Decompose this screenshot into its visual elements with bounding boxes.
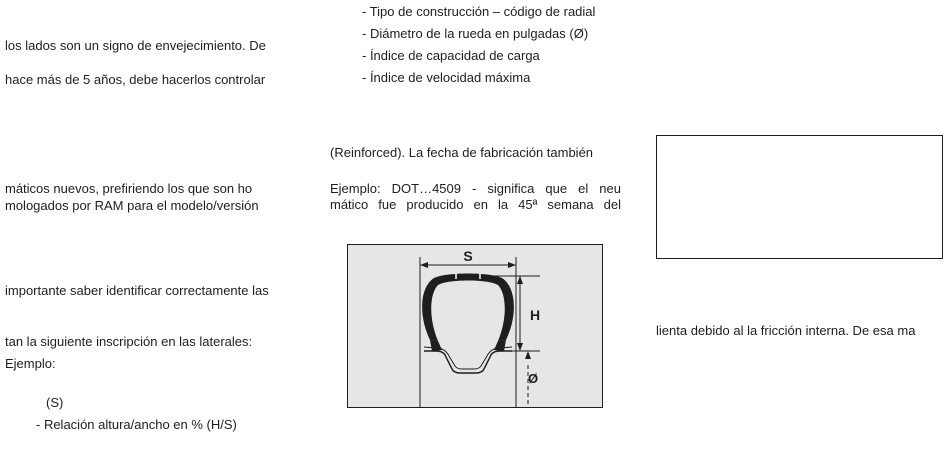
left-text-line-3: máticos nuevos, prefiriendo los que son ho (5, 181, 253, 196)
left-text-line-1: los lados son un signo de envejecimiento. De (5, 38, 266, 53)
left-text-line-9: - Relación altura/ancho en % (H/S) (36, 417, 237, 432)
left-text-line-6: tan la siguiente inscripción en las laterales: (5, 334, 253, 349)
left-text-line-7: Ejemplo: (5, 356, 56, 371)
right-empty-box (656, 135, 943, 259)
list-item-speed-index: - Índice de velocidad máxima (362, 70, 531, 85)
middle-text-example-1: Ejemplo: DOT…4509 - significa que el neu (330, 181, 621, 196)
rim-outer (424, 351, 512, 373)
s-arrow-left (420, 262, 428, 268)
left-text-line-2: hace más de 5 años, debe hacerlos controlar (5, 72, 266, 87)
middle-text-example-2: mático fue producido en la 45ª semana del (330, 197, 621, 212)
left-text-line-5: importante saber identificar correctamente las (5, 283, 269, 298)
tire-carcass (422, 274, 514, 342)
h-arrow-top (517, 276, 523, 284)
label-s: S (463, 248, 473, 264)
left-text-line-4: mologados por RAM para el modelo/versión (5, 198, 259, 213)
bead-left (430, 340, 442, 351)
tire-diagram (347, 244, 603, 408)
list-item-diameter: - Diámetro de la rueda en pulgadas (Ø) (362, 26, 589, 41)
middle-text-reinforced: (Reinforced). La fecha de fabricación también (330, 145, 594, 160)
label-h: H (530, 307, 541, 323)
right-text-line-1: lienta debido al la fricción interna. De esa ma (656, 323, 916, 338)
label-diameter: Ø (528, 371, 539, 386)
tire-diagram-svg (348, 245, 602, 407)
s-arrow-right (508, 262, 516, 268)
list-item-load-index: - Índice de capacidad de carga (362, 48, 540, 63)
diameter-arrow (525, 351, 531, 359)
list-item-construction: - Tipo de construcción – código de radial (362, 4, 596, 19)
left-text-line-8: (S) (46, 395, 64, 410)
bead-right (494, 340, 506, 351)
h-arrow-bottom (517, 343, 523, 351)
